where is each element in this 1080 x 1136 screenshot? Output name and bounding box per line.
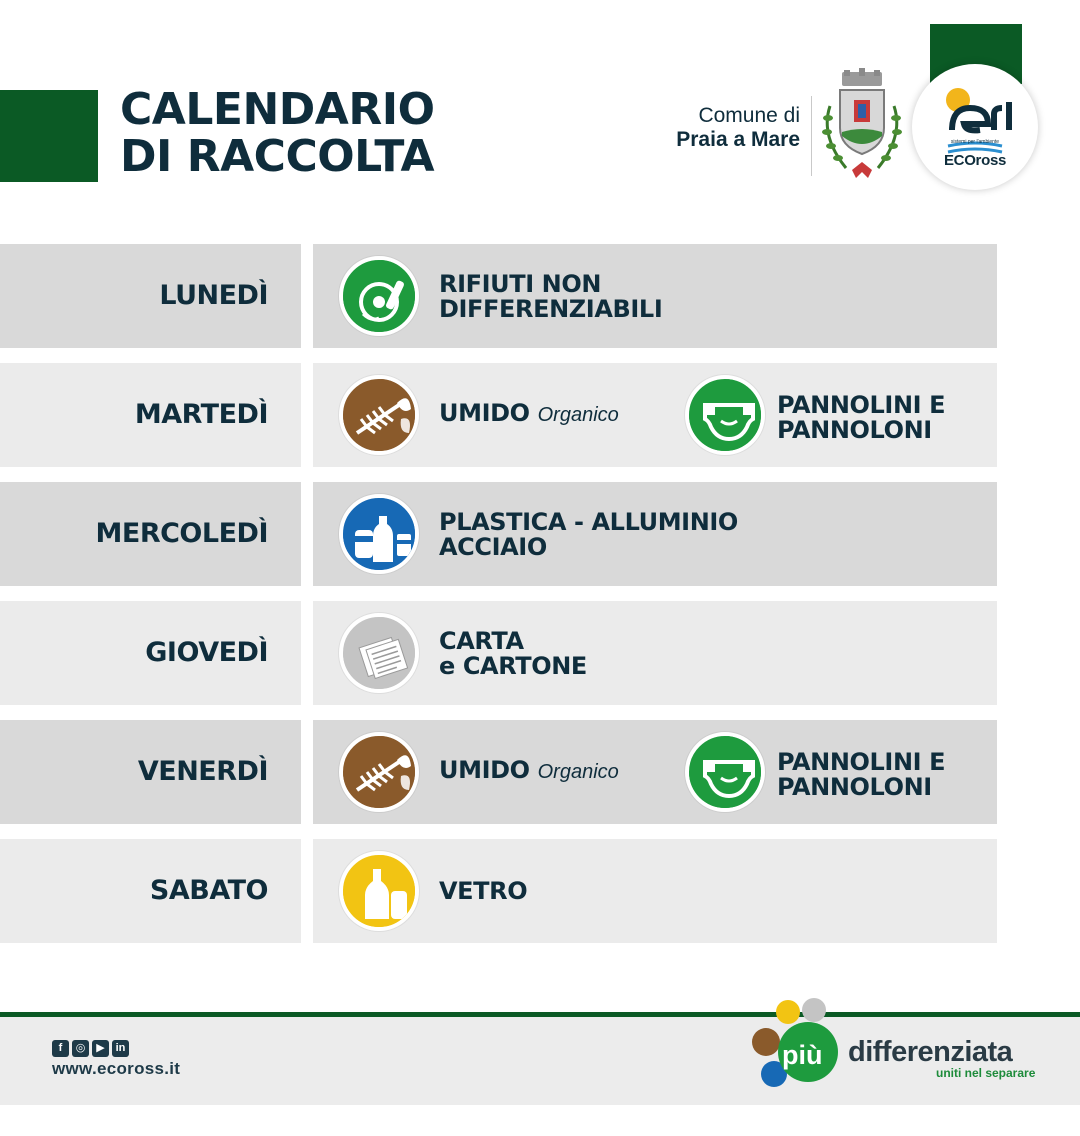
waste-category-label [777,393,945,443]
waste-category-line-1: RIFIUTI NON [439,270,602,298]
instagram-icon[interactable]: ◎ [72,1040,89,1057]
title-line-2: DI RACCOLTA [120,131,435,182]
youtube-icon[interactable]: ▶ [92,1040,109,1057]
waste-category-line-1: VETRO [439,877,528,905]
ecoross-name: ECOross [943,152,1007,169]
header-divider [811,96,812,176]
organic-waste-icon [339,375,419,455]
waste-category-line-2: ACCIAIO [439,533,547,561]
day-label: SABATO [149,875,268,906]
indifferenziato-badge [339,256,419,336]
waste-category-label [439,758,619,785]
municipality-name: Praia a Mare [676,128,800,151]
accent-block-left [0,90,98,182]
waste-category-line-1: PANNOLINI E [777,391,946,419]
brand-word-differenziata: differenziata [848,1036,1013,1068]
waste-cell [313,601,997,705]
waste-category-label [777,750,945,800]
paper-badge [339,613,419,693]
diaper-badge [685,375,765,455]
day-label: LUNEDÌ [159,280,268,311]
plastic-metal-icon [339,494,419,574]
title-line-1: CALENDARIO [120,84,435,135]
waste-category-sub: Organico [537,404,619,426]
day-cell [0,601,301,705]
indifferenziato-icon [339,256,419,336]
diaper-icon [685,375,765,455]
brand-word-piu: più [782,1040,823,1070]
day-label: MARTEDÌ [134,399,268,430]
ecoross-logo [912,64,1038,190]
social-links [52,1040,129,1058]
day-cell [0,839,301,943]
day-cell [0,363,301,467]
waste-cell [313,839,997,943]
municipality-label [620,104,800,152]
waste-category-label [439,510,738,560]
paper-icon [339,613,419,693]
glass-badge [339,851,419,931]
ecoross-tagline: sistemi per l'ambiente [950,139,1000,145]
waste-category-label [439,879,527,904]
day-cell [0,482,301,586]
waste-category-sub: Organico [537,761,619,783]
day-label: MERCOLEDÌ [95,518,268,549]
waste-category-line-1: UMIDO [439,399,530,427]
waste-cell [313,720,997,824]
day-label: GIOVEDÌ [145,637,268,668]
organic-badge [339,375,419,455]
municipality-prefix: Comune di [698,104,800,127]
schedule-row-friday [0,720,1000,826]
schedule-row-thursday [0,601,1000,707]
waste-cell [313,482,997,586]
waste-category-line-2: DIFFERENZIABILI [439,295,663,323]
schedule-row-wednesday [0,482,1000,588]
waste-category-line-1: UMIDO [439,756,530,784]
day-cell [0,720,301,824]
organic-waste-icon [339,732,419,812]
waste-cell [313,244,997,348]
brand-tagline: uniti nel separare [936,1066,1036,1080]
waste-cell [313,363,997,467]
organic-badge [339,732,419,812]
glass-icon [339,851,419,931]
diaper-badge [685,732,765,812]
plastic-metal-badge [339,494,419,574]
waste-category-label [439,629,587,679]
ecoross-emblem-icon [912,64,1038,190]
schedule-row-saturday [0,839,1000,945]
waste-category-line-2: PANNOLONI [777,416,932,444]
day-label: VENERDÌ [137,756,268,787]
waste-category-line-2: e CARTONE [439,652,587,680]
website-link[interactable]: www.ecoross.it [52,1059,181,1078]
waste-category-line-1: CARTA [439,627,524,655]
schedule-row-tuesday [0,363,1000,469]
waste-category-line-1: PLASTICA - ALLUMINIO [439,508,738,536]
page-title [120,86,435,180]
diaper-icon [685,732,765,812]
waste-category-label [439,272,662,322]
waste-category-line-1: PANNOLINI E [777,748,946,776]
waste-category-label [439,401,619,428]
linkedin-icon[interactable]: in [112,1040,129,1057]
facebook-icon[interactable]: f [52,1040,69,1057]
day-cell [0,244,301,348]
waste-category-line-2: PANNOLONI [777,773,932,801]
schedule-row-monday [0,244,1000,350]
coat-of-arms-icon [816,66,908,186]
